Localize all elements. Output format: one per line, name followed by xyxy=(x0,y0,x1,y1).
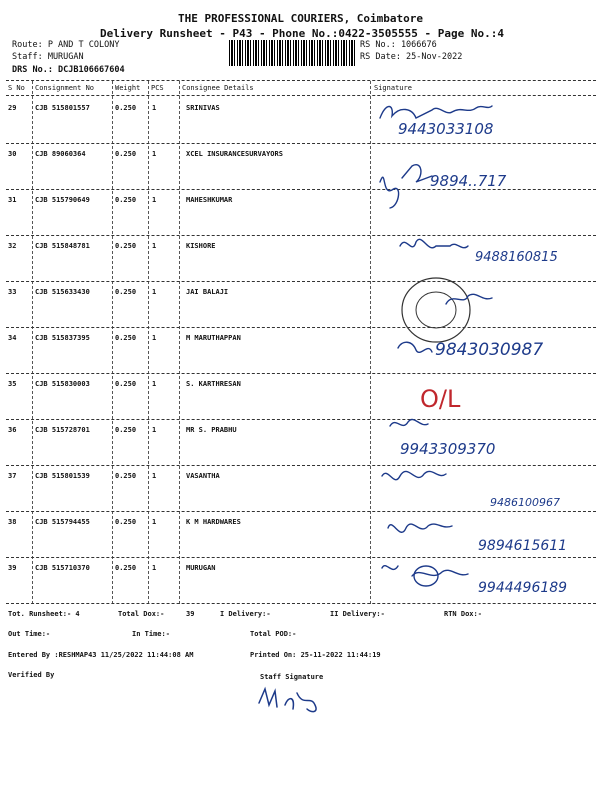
row-pcs: 1 xyxy=(152,426,157,434)
signature-scribble xyxy=(400,239,468,247)
row-weight: 0.250 xyxy=(115,288,137,296)
stamp-mark xyxy=(416,292,456,328)
printed-on: Printed On: 25-11-2022 11:44:19 xyxy=(250,651,381,659)
signature-scribble xyxy=(388,524,452,532)
row-sno: 39 xyxy=(8,564,17,572)
route-label: Route: P AND T COLONY xyxy=(12,40,120,50)
row-consignee: MURUGAN xyxy=(186,564,216,572)
row-pcs: 1 xyxy=(152,518,157,526)
row-pcs: 1 xyxy=(152,242,157,250)
row-weight: 0.250 xyxy=(115,104,137,112)
row-signature: 9488160815 xyxy=(475,250,558,265)
barcode xyxy=(229,40,355,66)
row-consignment-no: CJB 515837395 xyxy=(35,334,90,342)
row-consignment-no: CJB 515801557 xyxy=(35,104,90,112)
col-pcs: PCS xyxy=(151,84,164,92)
row-signature: 9486100967 xyxy=(490,496,560,509)
row-sno: 34 xyxy=(8,334,17,342)
ii-delivery-label: II Delivery:- xyxy=(330,610,385,618)
col-signature: Signature xyxy=(374,84,412,92)
staff-signature-label: Staff Signature xyxy=(260,673,324,681)
signature-scribble xyxy=(382,471,446,479)
row-consignment-no: CJB 515728701 xyxy=(35,426,90,434)
signature-scribble xyxy=(382,566,468,576)
row-signature: 9943309370 xyxy=(400,440,496,458)
col-divider xyxy=(112,81,113,604)
col-divider xyxy=(148,81,149,604)
col-divider xyxy=(32,81,33,604)
row-consignee: MR S. PRABHU xyxy=(186,426,237,434)
row-weight: 0.250 xyxy=(115,472,137,480)
row-sno: 30 xyxy=(8,150,17,158)
row-pcs: 1 xyxy=(152,150,157,158)
row-signature: 9894..717 xyxy=(430,172,507,190)
total-dox-label: Total Dox:- xyxy=(118,610,165,618)
row-pcs: 1 xyxy=(152,334,157,342)
row-weight: 0.250 xyxy=(115,196,137,204)
row-sno: 38 xyxy=(8,518,17,526)
row-sno: 37 xyxy=(8,472,17,480)
row-weight: 0.250 xyxy=(115,380,137,388)
signature-marks xyxy=(372,96,596,604)
staff-signature-mark xyxy=(255,683,335,717)
entered-by: Entered By :RESHMAP43 11/25/2022 11:44:08 AM xyxy=(8,651,194,659)
out-time-label: Out Time:- xyxy=(8,630,51,638)
row-consignment-no: CJB 515710370 xyxy=(35,564,90,572)
row-consignment-no: CJB 515830003 xyxy=(35,380,90,388)
tot-runsheet: Tot. Runsheet:- 4 xyxy=(8,610,80,618)
row-consignee: K M HARDWARES xyxy=(186,518,241,526)
row-weight: 0.250 xyxy=(115,242,137,250)
row-signature: O/L xyxy=(420,385,461,413)
rtn-dox-label: RTN Dox:- xyxy=(444,610,482,618)
i-delivery-label: I Delivery:- xyxy=(220,610,271,618)
row-sno: 35 xyxy=(8,380,17,388)
col-consignee: Consignee Details xyxy=(182,84,254,92)
row-signature: 9894615611 xyxy=(478,538,568,554)
rs-date: RS Date: 25-Nov-2022 xyxy=(360,52,463,62)
row-signature: 9843030987 xyxy=(435,340,544,360)
col-divider xyxy=(179,81,180,604)
row-consignment-no: CJB 89060364 xyxy=(35,150,86,158)
row-pcs: 1 xyxy=(152,104,157,112)
total-dox-value: 39 xyxy=(186,610,195,618)
row-pcs: 1 xyxy=(152,196,157,204)
row-weight: 0.250 xyxy=(115,518,137,526)
row-consignee: VASANTHA xyxy=(186,472,220,480)
row-weight: 0.250 xyxy=(115,334,137,342)
row-sno: 33 xyxy=(8,288,17,296)
row-sno: 31 xyxy=(8,196,17,204)
row-pcs: 1 xyxy=(152,472,157,480)
in-time-label: In Time:- xyxy=(132,630,170,638)
staff-label: Staff: MURUGAN xyxy=(12,52,84,62)
row-signature: 9443033108 xyxy=(398,120,494,138)
row-consignee: M MARUTHAPPAN xyxy=(186,334,241,342)
signature-scribble xyxy=(390,419,428,426)
row-consignee: SRINIVAS xyxy=(186,104,220,112)
row-pcs: 1 xyxy=(152,564,157,572)
row-consignee: KISHORE xyxy=(186,242,216,250)
total-pod-label: Total POD:- xyxy=(250,630,297,638)
row-pcs: 1 xyxy=(152,288,157,296)
col-sno: S No xyxy=(8,84,25,92)
row-consignment-no: CJB 515794455 xyxy=(35,518,90,526)
row-consignee: JAI BALAJI xyxy=(186,288,229,296)
row-consignment-no: CJB 515848781 xyxy=(35,242,90,250)
row-signature: 9944496189 xyxy=(478,580,568,596)
stamp-mark xyxy=(402,278,470,342)
rs-number: RS No.: 1066676 xyxy=(360,40,437,50)
col-consignment: Consignment No xyxy=(35,84,95,92)
row-consignment-no: CJB 515801539 xyxy=(35,472,90,480)
row-consignee: S. KARTHRESAN xyxy=(186,380,241,388)
col-weight: Weight xyxy=(115,84,141,92)
header-top-rule xyxy=(6,80,596,81)
row-pcs: 1 xyxy=(152,380,157,388)
row-consignment-no: CJB 515633430 xyxy=(35,288,90,296)
signature-scribble xyxy=(380,165,432,208)
verified-by-label: Verified By xyxy=(8,671,55,679)
drs-number: DRS No.: DCJB106667604 xyxy=(12,65,125,75)
row-sno: 32 xyxy=(8,242,17,250)
row-consignee: XCEL INSURANCESURVAYORS xyxy=(186,150,283,158)
row-sno: 29 xyxy=(8,104,17,112)
company-title: THE PROFESSIONAL COURIERS, Coimbatore xyxy=(178,12,424,25)
col-divider xyxy=(370,81,371,604)
row-sno: 36 xyxy=(8,426,17,434)
row-consignment-no: CJB 515790649 xyxy=(35,196,90,204)
row-weight: 0.250 xyxy=(115,150,137,158)
row-weight: 0.250 xyxy=(115,426,137,434)
row-weight: 0.250 xyxy=(115,564,137,572)
runsheet-title: Delivery Runsheet - P43 - Phone No.:0422-3505555 - Page No.:4 xyxy=(100,27,504,40)
signature-scribble xyxy=(398,342,432,352)
signature-scribble xyxy=(380,106,492,118)
row-consignee: MAHESHKUMAR xyxy=(186,196,233,204)
